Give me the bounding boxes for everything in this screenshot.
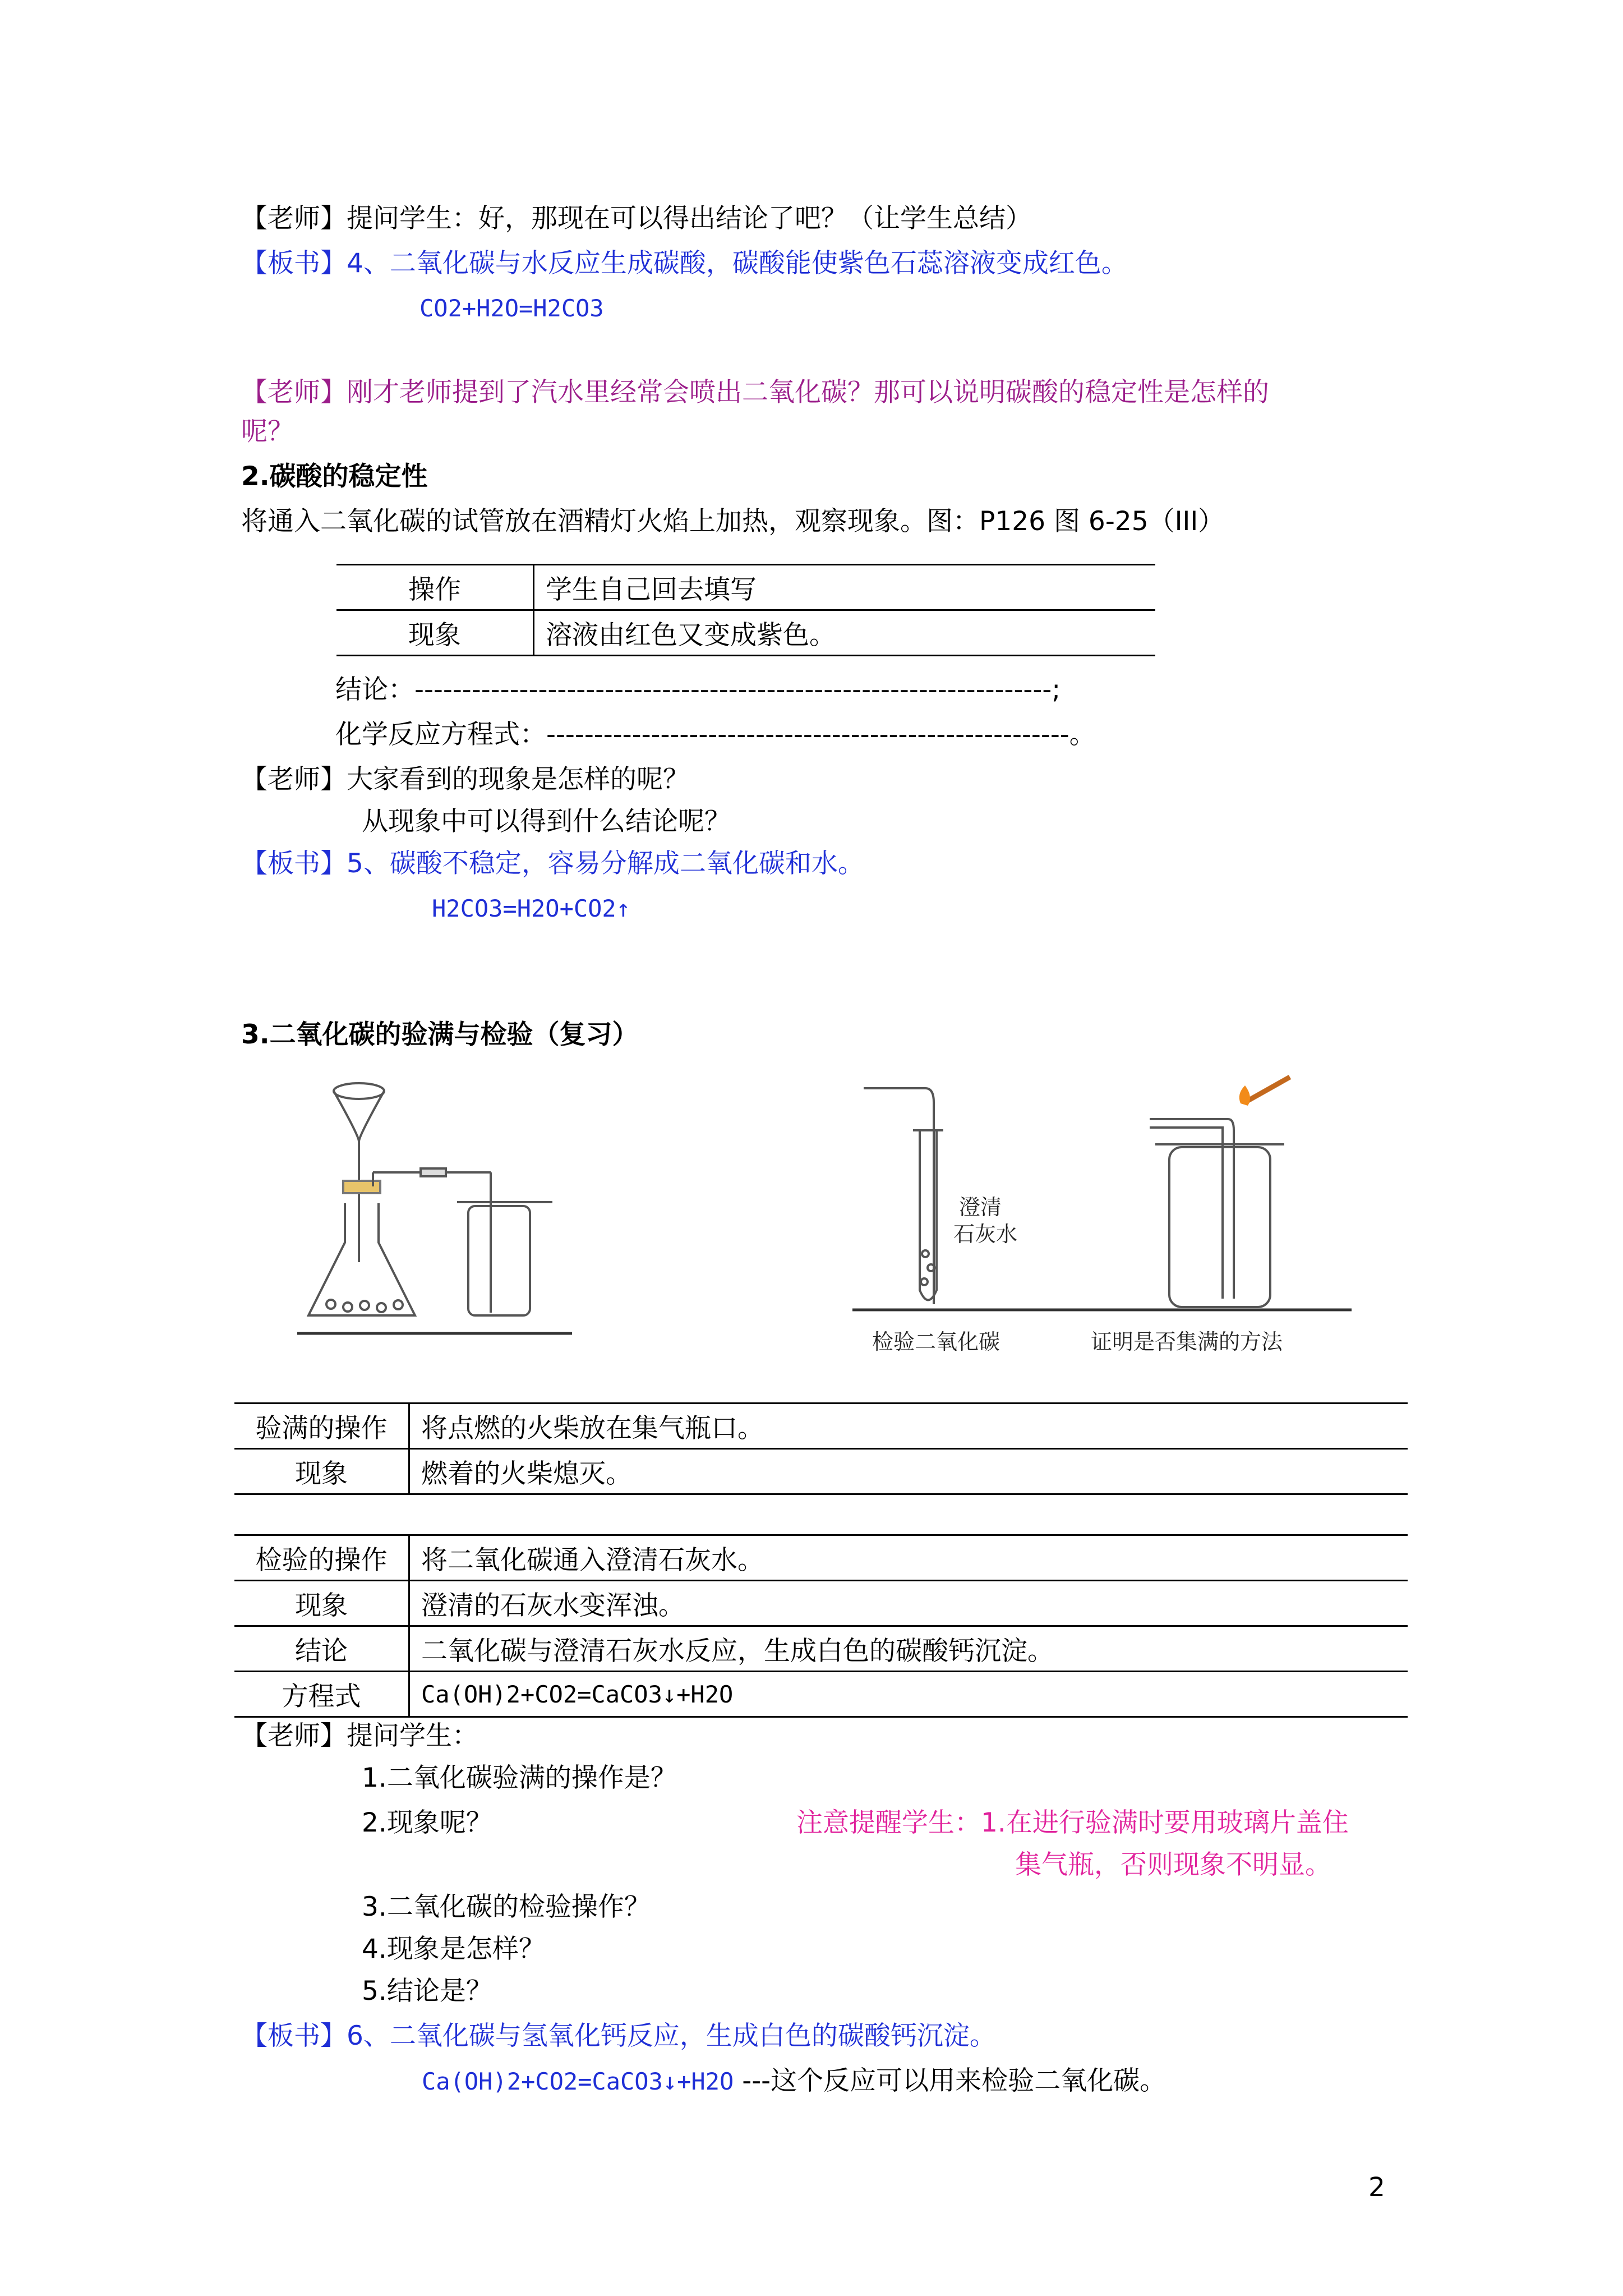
equation-limewater-line bbox=[422, 2064, 1166, 2099]
table-full-check-key: 验满的操作 bbox=[234, 1404, 409, 1449]
table-stability-key: 操作 bbox=[336, 565, 534, 610]
teacher-question-2-cont: 呢？ bbox=[241, 416, 294, 447]
figure-caption-left: 检验二氧化碳 bbox=[872, 1329, 1000, 1354]
gas-bottle-apparatus bbox=[1150, 1077, 1290, 1307]
question-item-5: 5.结论是？ bbox=[362, 1976, 492, 2007]
question-item-4: 4.现象是怎样？ bbox=[362, 1934, 545, 1964]
equation-blank: 化学反应方程式：-------------------------------------------------------。 bbox=[335, 719, 1096, 750]
figure-label-lime: 澄清 bbox=[959, 1195, 1002, 1220]
experiment-instruction: 将通入二氧化碳的试管放在酒精灯火焰上加热，观察现象。图：P126 图 6-25（III） bbox=[241, 506, 1225, 537]
page-number: 2 bbox=[1368, 2172, 1385, 2203]
conclusion-blank: 结论：-------------------------------------------------------------------; bbox=[335, 674, 1061, 705]
board-note-5: 【板书】5、碳酸不稳定，容易分解成二氧化碳和水。 bbox=[241, 848, 864, 879]
table-full-check-value: 燃着的火柴熄灭。 bbox=[409, 1449, 1408, 1494]
section-heading-stability: 2.碳酸的稳定性 bbox=[241, 461, 428, 492]
teacher-question-5: 【老师】提问学生： bbox=[241, 1720, 478, 1751]
question-item-2: 2.现象呢？ bbox=[362, 1807, 492, 1838]
table-stability bbox=[336, 564, 1155, 656]
table-test-key: 现象 bbox=[234, 1581, 409, 1626]
question-item-1: 1.二氧化碳验满的操作是？ bbox=[362, 1763, 677, 1793]
teaching-reminder: 注意提醒学生：1.在进行验满时要用玻璃片盖住 bbox=[796, 1807, 1349, 1838]
table-test-key: 方程式 bbox=[234, 1672, 409, 1717]
table-test-key: 结论 bbox=[234, 1626, 409, 1672]
figure-caption-right: 证明是否集满的方法 bbox=[1091, 1329, 1283, 1354]
equation-carbonic-acid: CO2+H2O=H2CO3 bbox=[419, 295, 604, 322]
equation-note: ---这个反应可以用来检验二氧化碳。 bbox=[734, 2065, 1166, 2096]
board-note-4: 【板书】4、二氧化碳与水反应生成碳酸，碳酸能使紫色石蕊溶液变成红色。 bbox=[241, 248, 1128, 279]
table-full-check-value: 将点燃的火柴放在集气瓶口。 bbox=[409, 1404, 1408, 1449]
table-test-value: 二氧化碳与澄清石灰水反应，生成白色的碳酸钙沉淀。 bbox=[409, 1626, 1408, 1672]
teacher-question-4: 从现象中可以得到什么结论呢？ bbox=[362, 806, 731, 837]
figure-label-lime-water: 石灰水 bbox=[953, 1222, 1018, 1246]
teaching-reminder-cont: 集气瓶，否则现象不明显。 bbox=[1015, 1849, 1331, 1880]
table-test-key: 检验的操作 bbox=[234, 1535, 409, 1581]
table-full-check bbox=[234, 1402, 1408, 1495]
table-test bbox=[234, 1534, 1408, 1718]
question-item-3: 3.二氧化碳的检验操作？ bbox=[362, 1892, 651, 1922]
table-stability-value: 溶液由红色又变成紫色。 bbox=[534, 610, 1156, 656]
equation-decomposition: H2CO3=H2O+CO2↑ bbox=[432, 895, 631, 922]
board-note-6: 【板书】6、二氧化碳与氢氧化钙反应，生成白色的碳酸钙沉淀。 bbox=[241, 2021, 996, 2051]
equation-limewater: Ca(OH)2+CO2=CaCO3↓+H2O bbox=[422, 2068, 734, 2095]
table-full-check-key: 现象 bbox=[234, 1449, 409, 1494]
teacher-question-1: 【老师】提问学生：好，那现在可以得出结论了吧？（让学生总结） bbox=[241, 203, 1032, 234]
table-test-value: 将二氧化碳通入澄清石灰水。 bbox=[409, 1535, 1408, 1581]
test-tube-apparatus bbox=[852, 1088, 1352, 1310]
table-stability-value: 学生自己回去填写 bbox=[534, 565, 1156, 610]
apparatus-figure bbox=[297, 1069, 1352, 1360]
table-test-value: Ca(OH)2+CO2=CaCO3↓+H2O bbox=[409, 1672, 1408, 1717]
teacher-question-3: 【老师】大家看到的现象是怎样的呢？ bbox=[241, 764, 689, 795]
teacher-question-2: 【老师】刚才老师提到了汽水里经常会喷出二氧化碳？那可以说明碳酸的稳定性是怎样的 bbox=[241, 377, 1269, 408]
table-test-value: 澄清的石灰水变浑浊。 bbox=[409, 1581, 1408, 1626]
table-stability-key: 现象 bbox=[336, 610, 534, 656]
section-heading-verification: 3.二氧化碳的验满与检验（复习） bbox=[241, 1019, 639, 1050]
gas-generation-apparatus bbox=[297, 1083, 572, 1333]
